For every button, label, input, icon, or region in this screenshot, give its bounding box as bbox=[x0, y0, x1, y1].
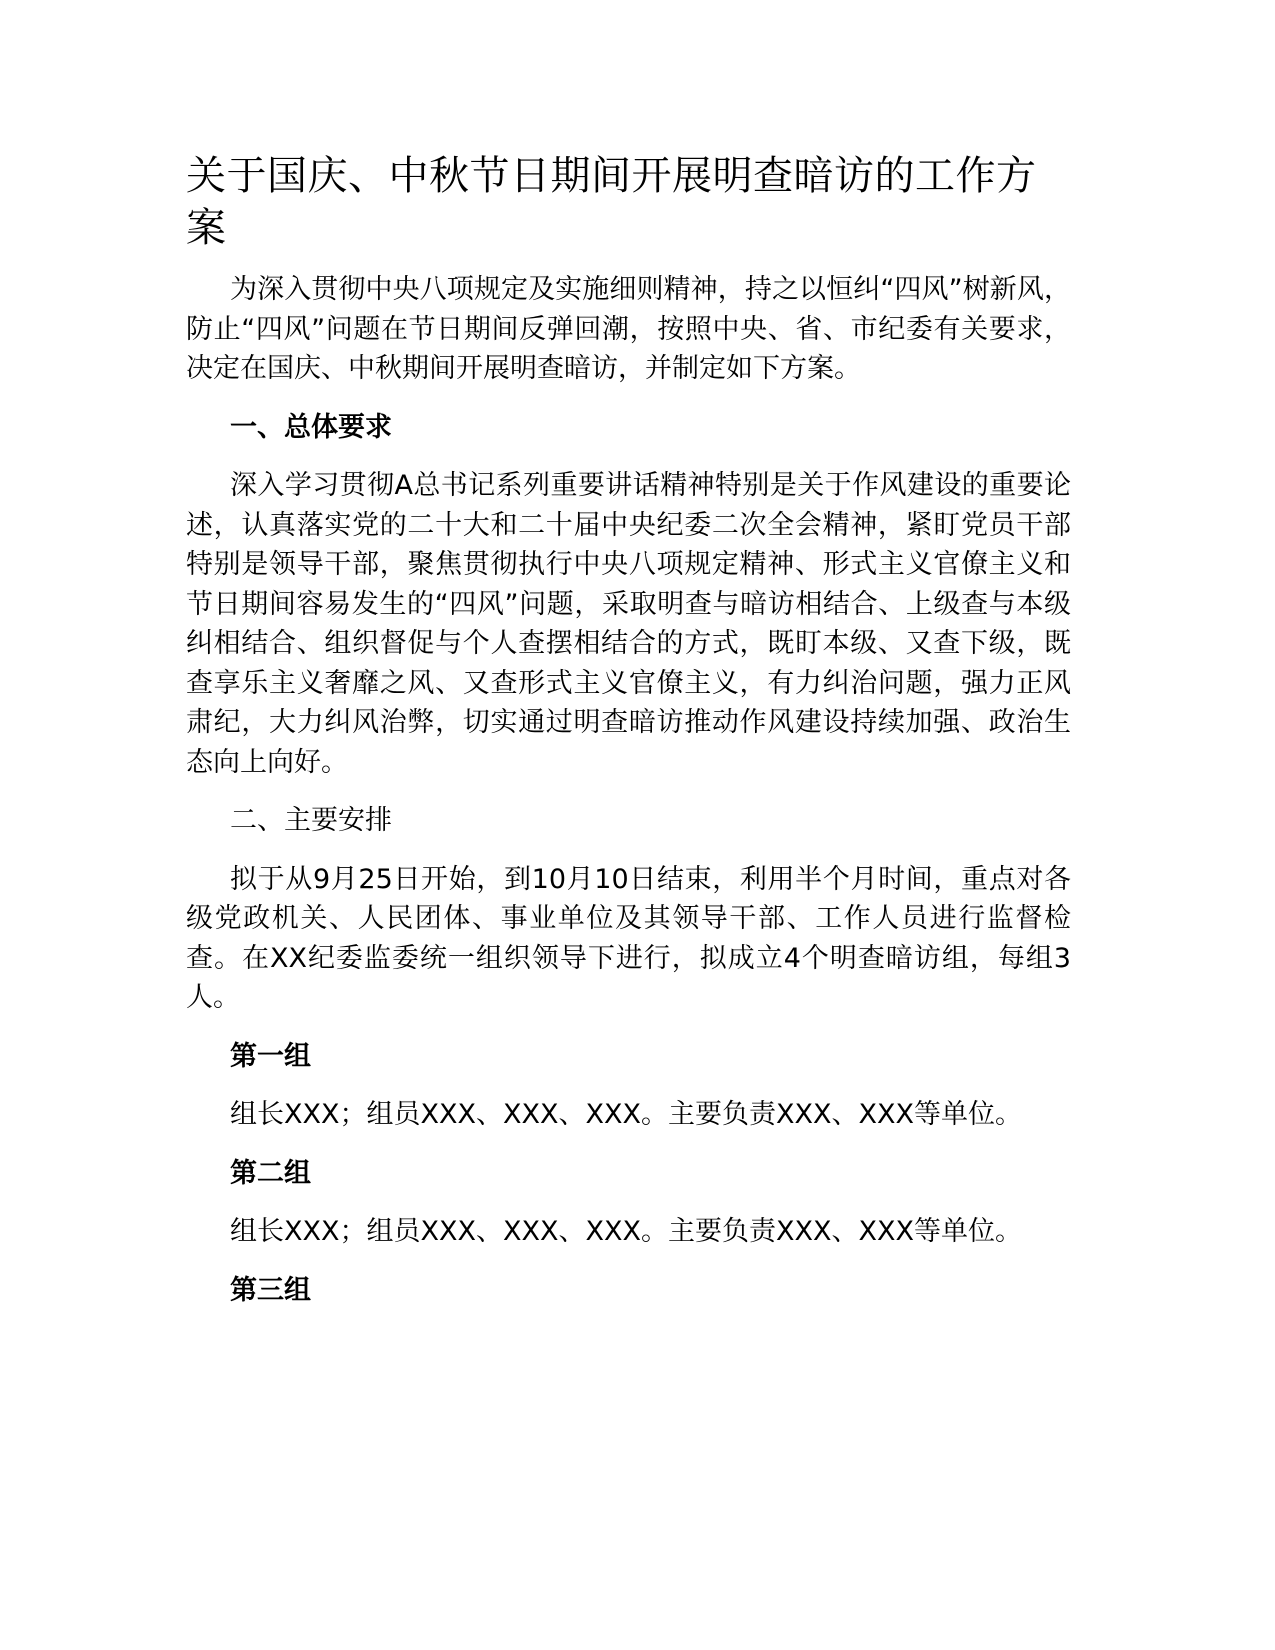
group-members-1: 组长XXX；组员XXX、XXX、XXX。主要负责XXX、XXX等单位。 bbox=[230, 1099, 1022, 1130]
main-arrangements-paragraph: 拟于从9月25日开始，到10月10日结束，利用半个月时间，重点对各级党政机关、人民团体、事业单位及其领导干部、工作人员进行监督检查。在XX纪委监委统一组织领导下进行，拟成立4个明查暗访组，每组3人。 bbox=[186, 863, 1071, 1013]
section-heading-general-requirements: 一、总体要求 bbox=[230, 411, 392, 443]
group-heading-3: 第三组 bbox=[230, 1274, 311, 1306]
document-body bbox=[186, 150, 1071, 1310]
intro-paragraph: 为深入贯彻中央八项规定及实施细则精神，持之以恒纠“四风”树新风，防止“四风”问题在节日期间反弹回潮，按照中央、省、市纪委有关要求，决定在国庆、中秋期间开展明查暗访，并制定如下方案。 bbox=[186, 274, 1071, 384]
group-heading-2: 第二组 bbox=[230, 1157, 311, 1189]
group-heading-1: 第一组 bbox=[230, 1040, 311, 1072]
section-heading-main-arrangements: 二、主要安排 bbox=[230, 805, 392, 836]
general-requirements-paragraph: 深入学习贯彻A总书记系列重要讲话精神特别是关于作风建设的重要论述，认真落实党的二十大和二十届中央纪委二次全会精神，紧盯党员干部特别是领导干部，聚焦贯彻执行中央八项规定精神、形式主义官僚主义和节日期间容易发生的“四风”问题，采取明查与暗访相结合、上级查与本级纠相结合、组织督促与个人查摆相结合的方式，既盯本级、又查下级，既查享乐主义奢靡之风、又查形式主义官僚主义，有力纠治问题，强力正风肃纪，大力纠风治弊，切实通过明查暗访推动作风建设持续加强、政治生态向上向好。 bbox=[186, 470, 1071, 778]
document-title: 关于国庆、中秋节日期间开展明查暗访的工作方案 bbox=[186, 153, 1037, 251]
group-members-2: 组长XXX；组员XXX、XXX、XXX。主要负责XXX、XXX等单位。 bbox=[230, 1216, 1022, 1247]
